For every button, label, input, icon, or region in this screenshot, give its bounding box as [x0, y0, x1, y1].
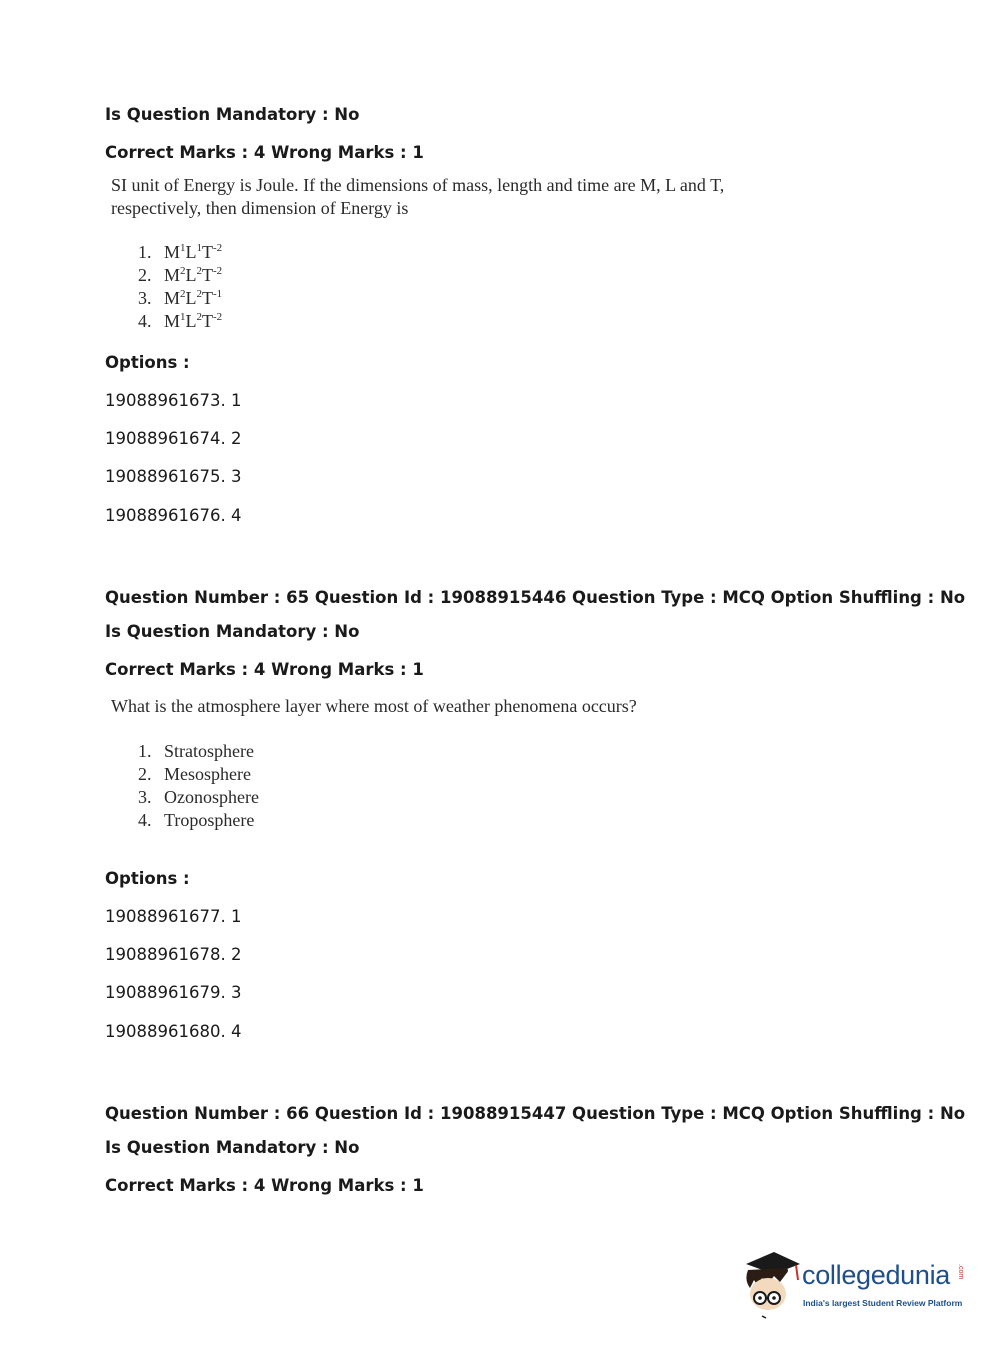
choice-number: 3. — [138, 787, 152, 807]
option-item: 19088961674. 2 — [105, 429, 242, 448]
marks-label: Correct Marks : 4 Wrong Marks : 1 — [105, 1176, 424, 1195]
question-header: Question Number : 65 Question Id : 19088915446 Question Type : MCQ Option Shuffling : No — [105, 588, 966, 607]
question-header: Question Number : 66 Question Id : 19088915447 Question Type : MCQ Option Shuffling : No — [105, 1104, 966, 1123]
choice-item — [138, 763, 251, 786]
choice-number: 3. — [138, 288, 152, 308]
collegedunia-logo — [740, 1250, 970, 1320]
choice-item: 4. $M^1L^2T^{-2}$ — [138, 311, 223, 331]
mascot-icon — [740, 1250, 804, 1320]
choice-number: 2. — [138, 265, 152, 285]
choice-item — [138, 786, 259, 809]
options-label: Options : — [105, 353, 190, 372]
choice-text: Mesosphere — [164, 764, 251, 784]
logo-com: .com — [957, 1264, 964, 1280]
option-item: 19088961676. 4 — [105, 506, 242, 525]
mandatory-label: Is Question Mandatory : No — [105, 622, 360, 641]
question-text-line-1: SI unit of Energy is Joule. If the dimensions of mass, length and time are M, L and T, — [111, 175, 725, 195]
mandatory-label: Is Question Mandatory : No — [105, 1138, 360, 1157]
option-item: 19088961679. 3 — [105, 983, 242, 1002]
option-item: 19088961678. 2 — [105, 945, 242, 964]
option-item: 19088961680. 4 — [105, 1022, 242, 1041]
question-text: What is the atmosphere layer where most of weather phenomena occurs? — [111, 696, 637, 716]
choice-text: Stratosphere — [164, 741, 254, 761]
choice-item: 1. $M^1L^1T^{-2}$ — [138, 242, 223, 262]
option-item: 19088961677. 1 — [105, 907, 242, 926]
choice-number: 1. — [138, 741, 152, 761]
option-item: 19088961673. 1 — [105, 391, 242, 410]
marks-label: Correct Marks : 4 Wrong Marks : 1 — [105, 143, 424, 162]
logo-wordmark: collegedunia — [802, 1260, 951, 1290]
choice-item — [138, 809, 254, 832]
choice-item: 3. $M^2L^2T^{-1}$ — [138, 288, 223, 308]
choice-item — [138, 740, 254, 763]
choice-number: 4. — [138, 311, 152, 331]
choice-number: 2. — [138, 764, 152, 784]
mandatory-label: Is Question Mandatory : No — [105, 105, 360, 124]
logo-tagline: India's largest Student Review Platform — [803, 1298, 963, 1308]
choice-number: 1. — [138, 242, 152, 262]
choice-text: Ozonosphere — [164, 787, 259, 807]
choice-text: Troposphere — [164, 810, 255, 830]
options-label: Options : — [105, 869, 190, 888]
option-item: 19088961675. 3 — [105, 467, 242, 486]
choice-number: 4. — [138, 810, 152, 830]
choice-item: 2. $M^2L^2T^{-2}$ — [138, 265, 223, 285]
marks-label: Correct Marks : 4 Wrong Marks : 1 — [105, 660, 424, 679]
question-text-line-2: respectively, then dimension of Energy is — [111, 198, 409, 218]
